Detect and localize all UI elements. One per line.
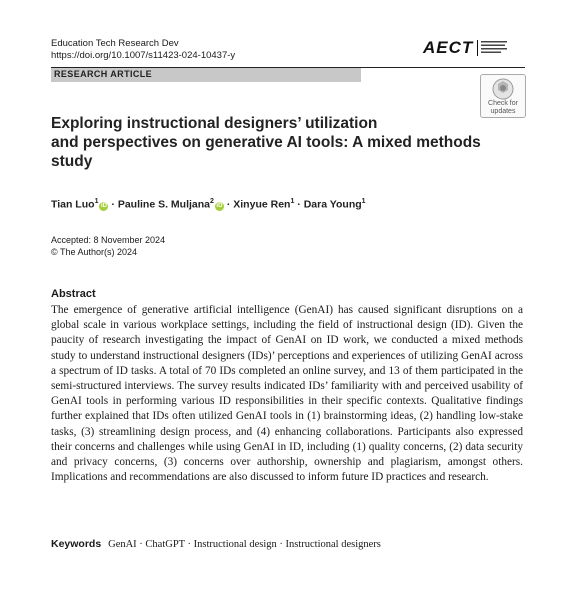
keywords-label: Keywords (51, 538, 102, 550)
orcid-icon[interactable]: iD (216, 202, 223, 209)
doi-link[interactable]: https://doi.org/10.1007/s11423-024-10437-y (51, 50, 236, 61)
title-line-2: and perspectives on generative AI tools: A mixed methods (51, 134, 481, 151)
article-type: RESEARCH ARTICLE (54, 69, 153, 79)
author-name[interactable]: Pauline S. Muljana (117, 198, 211, 211)
aect-logo-divider (477, 40, 478, 56)
author-affiliation: 1 (361, 198, 366, 205)
journal-name: Education Tech Research Dev (51, 38, 179, 49)
author-name[interactable]: Xinyue Ren (233, 198, 291, 211)
author-list: Tian Luo$^1$iD · Pauline S. Muljana$^2$iD · Xinyue Ren$^1$ · Dara Young$^1$ (51, 198, 366, 211)
abstract-text: The emergence of generative artificial intelligence (GenAI) has caused significant disruptions on a global scale in various workplace settings, including the field of instructional design (ID). Given the paucity of research investigating the impact of GenAI on ID work, we conducted a mixed methods study to understand instructional designers (IDs)’ perceptions and experiences of utilizing GenAI across a spectrum of ID tasks. A total of 70 IDs completed an online survey, and 13 of them participated in the semi-structured interviews. The survey results indicated IDs’ familiarity with and perceived usability of GenAI tools in performing various ID responsibilities in their specific contexts. Qualitative findings further explained that IDs often utilized GenAI tools in (1) brainstorming ideas, (2) handling low-stake tasks, (3) streamlining design process, and (4) enhancing collaborations. Participants also expressed their concerns and challenges while using GenAI in ID, including (1) quality concerns, (2) data security and privacy concerns, (3) concerns over authorship, ownership and plagiarism, amongst others. Implications and recommendations are also discussed to inform future ID practices and research. (51, 304, 523, 484)
title-line-3: study (51, 153, 93, 170)
abstract-heading: Abstract (51, 288, 96, 300)
author-name[interactable]: Tian Luo (51, 198, 95, 211)
check-for-updates-badge[interactable] (480, 74, 526, 118)
author-affiliation: 1 (290, 198, 295, 205)
journal-info (51, 38, 235, 62)
author-name[interactable]: Dara Young (303, 198, 362, 211)
accepted-date: Accepted: 8 November 2024 (51, 235, 166, 245)
check-updates-line1: Check for (488, 100, 518, 107)
aect-logo-text: AECT (423, 38, 474, 57)
check-updates-line2: updates (490, 107, 516, 115)
author-affiliation: 1 (94, 198, 99, 205)
author-affiliation: 2 (210, 198, 214, 205)
keywords-list: GenAI · ChatGPT · Instructional design · Instructional designers (108, 539, 381, 550)
article-title (51, 114, 491, 171)
article-dates (51, 234, 165, 258)
copyright: © The Author(s) 2024 (51, 247, 138, 257)
keywords (51, 538, 381, 550)
aect-logo-lines-icon (481, 40, 509, 56)
crossmark-icon (492, 78, 514, 100)
aect-logo (423, 38, 509, 58)
title-line-1: Exploring instructional designers’ utilization (51, 115, 378, 132)
aect-logo-subtext (481, 40, 509, 57)
orcid-icon[interactable]: iD (100, 202, 107, 209)
